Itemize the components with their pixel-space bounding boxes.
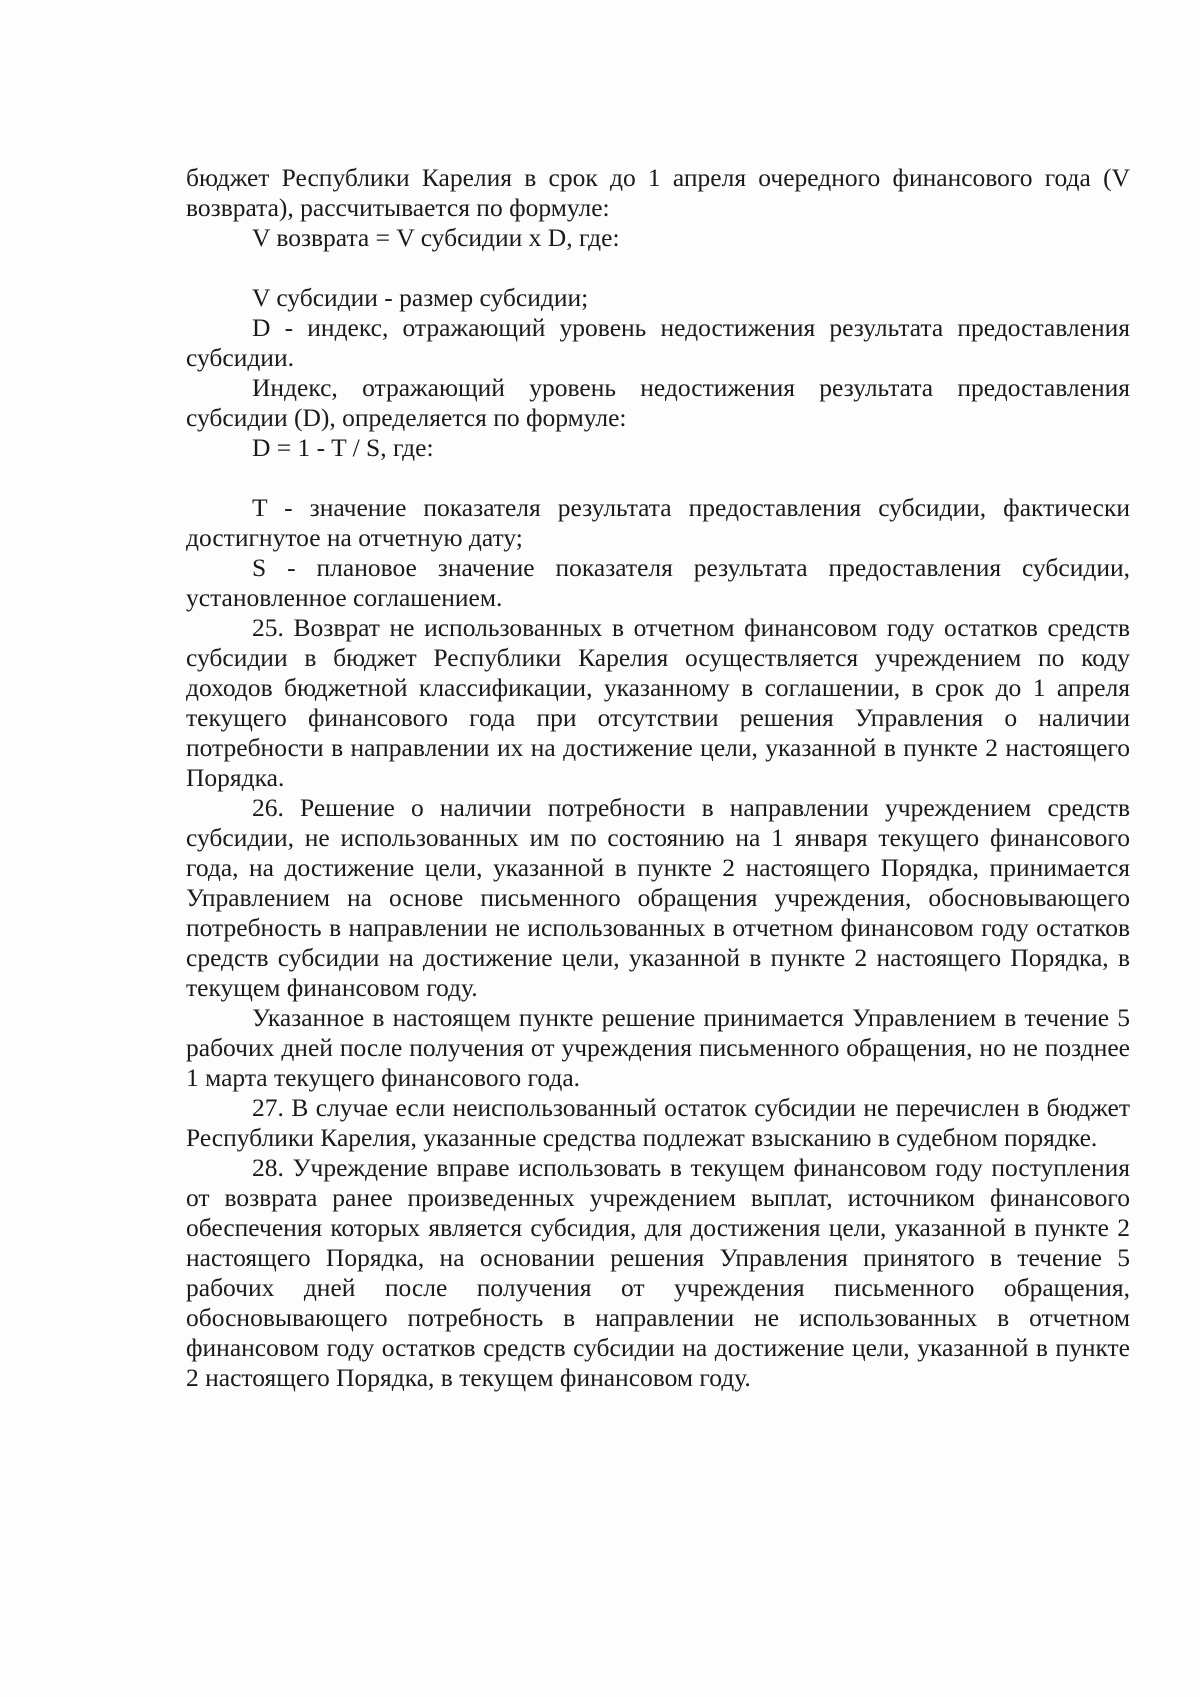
- clause-28: 28. Учреждение вправе использовать в текущем финансовом году поступления от возврата ранее произведенных учреждением выплат, источником финансового обеспечения которых является субсидия, для достижения цели, указанной в пункте 2 настоящего Порядка, на основании решения Управления принятого в течение 5 рабочих дней после получения от учреждения письменного обращения, обосновывающего потребность в направлении не использованных в отчетном финансовом году остатков средств субсидии на достижение цели, указанной в пункте 2 настоящего Порядка, в текущем финансовом году.: [186, 1153, 1130, 1392]
- definition-t-value: T - значение показателя результата предоставления субсидии, фактически достигнутое на отчетную дату;: [186, 493, 1130, 552]
- formula-refund: V возврата = V субсидии x D, где:: [252, 223, 620, 252]
- document-body: [186, 163, 1130, 1393]
- clause-26-decision-term: Указанное в настоящем пункте решение принимается Управлением в течение 5 рабочих дней после получения от учреждения письменного обращения, но не позднее 1 марта текущего финансового года.: [186, 1003, 1130, 1092]
- paragraph-continuation: бюджет Республики Карелия в срок до 1 апреля очередного финансового года (V возврата), рассчитывается по формуле:: [186, 163, 1130, 222]
- formula-index: D = 1 - T / S, где:: [252, 433, 434, 462]
- blank-line: [186, 253, 1130, 283]
- definition-d-index: D - индекс, отражающий уровень недостижения результата предоставления субсидии.: [186, 313, 1130, 372]
- definition-s-value: S - плановое значение показателя результата предоставления субсидии, установленное соглашением.: [186, 553, 1130, 612]
- clause-26: 26. Решение о наличии потребности в направлении учреждением средств субсидии, не использованных им по состоянию на 1 января текущего финансового года, на достижение цели, указанной в пункте 2 настоящего Порядка, принимается Управлением на основе письменного обращения учреждения, обосновывающего потребность в направлении не использованных в отчетном финансовом году остатков средств субсидии на достижение цели, указанной в пункте 2 настоящего Порядка, в текущем финансовом году.: [186, 793, 1130, 1002]
- blank-line: [186, 463, 1130, 493]
- clause-27: 27. В случае если неиспользованный остаток субсидии не перечислен в бюджет Республики Карелия, указанные средства подлежат взысканию в судебном порядке.: [186, 1093, 1130, 1152]
- clause-25: 25. Возврат не использованных в отчетном финансовом году остатков средств субсидии в бюджет Республики Карелия осуществляется учреждением по коду доходов бюджетной классификации, указанному в соглашении, в срок до 1 апреля текущего финансового года при отсутствии решения Управления о наличии потребности в направлении их на достижение цели, указанной в пункте 2 настоящего Порядка.: [186, 613, 1130, 792]
- definition-v-subsidy: V субсидии - размер субсидии;: [252, 283, 589, 312]
- paragraph-index-intro: Индекс, отражающий уровень недостижения результата предоставления субсидии (D), определяется по формуле:: [186, 373, 1130, 432]
